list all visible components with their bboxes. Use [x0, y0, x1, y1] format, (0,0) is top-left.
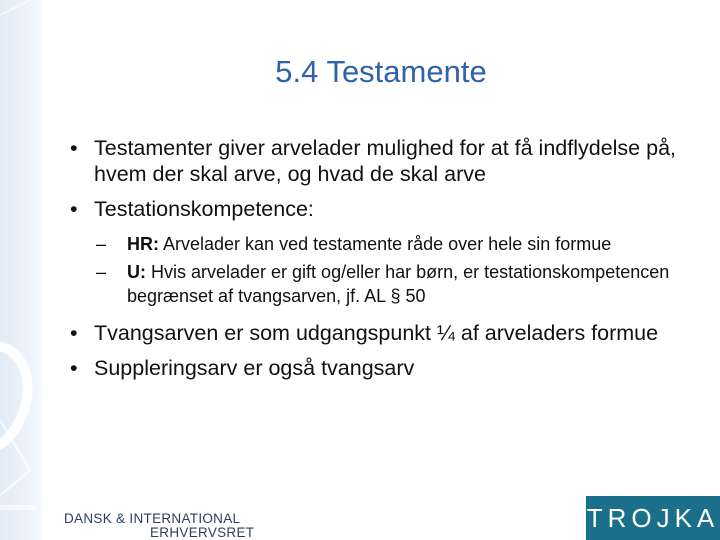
scale-watermark-icon	[0, 0, 42, 540]
bullet-icon: •	[70, 356, 78, 380]
bullet-icon: •	[70, 321, 78, 345]
bullet-text: Testationskompetence:	[94, 197, 314, 221]
bullet-item	[70, 196, 710, 222]
sub-bullet-text: Arvelader kan ved testamente råde over hele sin formue	[159, 234, 612, 254]
slide-title: 5.4 Testamente	[275, 54, 487, 89]
dash-icon: –	[96, 234, 107, 254]
left-decorative-strip	[0, 0, 42, 540]
sub-bullet-text: Hvis arvelader er gift og/eller har børn, er testationskompetencen begrænset af tvangsarven, jf. AL § 50	[127, 262, 670, 306]
bullet-icon: •	[70, 197, 78, 221]
bullet-item	[70, 320, 710, 346]
trojka-logo	[586, 496, 720, 540]
dansk-international-logo	[64, 512, 254, 540]
logo-line-1: DANSK & INTERNATIONAL	[64, 511, 241, 526]
logo-line-2: ERHVERVSRET	[150, 525, 255, 540]
sub-bullet-item	[70, 260, 710, 308]
slide-content	[70, 135, 710, 390]
sub-bullet-item	[70, 232, 710, 256]
bullet-item	[70, 135, 710, 187]
sub-bullet-list	[70, 232, 710, 308]
dash-icon: –	[96, 262, 107, 282]
bullet-item	[70, 355, 710, 381]
sub-bullet-lead: U:	[127, 262, 146, 282]
bullet-text: Tvangsarven er som udgangspunkt ¼ af arveladers formue	[94, 321, 659, 345]
trojka-logo-text: TROJKA	[586, 502, 720, 533]
bullet-text: Testamenter giver arvelader mulighed for at få indflydelse på, hvem der skal arve, og hvad de skal arve	[94, 136, 677, 186]
bullet-icon: •	[70, 136, 78, 160]
bullet-text: Suppleringsarv er også tvangsarv	[94, 356, 415, 380]
sub-bullet-lead: HR:	[127, 234, 159, 254]
